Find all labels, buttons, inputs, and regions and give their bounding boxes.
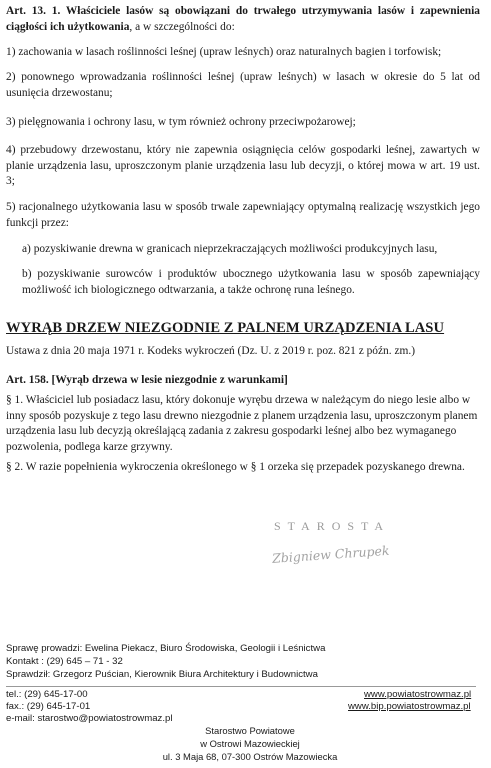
link-bip[interactable]: www.bip.powiatostrowmaz.pl: [348, 701, 471, 712]
act-reference: Ustawa z dnia 20 maja 1971 r. Kodeks wykroczeń (Dz. U. z 2019 r. poz. 821 z późn. zm.): [6, 345, 415, 357]
art158-paragraph-2: § 2. W razie popełnienia wykroczenia określonego w § 1 orzeka się przepadek pozyskanego drewna.: [6, 461, 465, 473]
art13-subitem-a: a) pozyskiwanie drewna w granicach nieprzekraczających możliwości produkcyjnych lasu,: [22, 243, 438, 255]
office-name: Starostwo Powiatowe: [205, 725, 295, 736]
starosta-stamp: STAROSTA: [274, 519, 391, 533]
art13-intro-bold: Art. 13. 1. Właściciele lasów są obowiązani do trwałego utrzymywania lasów i zapewnienia ciągłości ich użytkowania: [6, 5, 480, 33]
link-website[interactable]: www.powiatostrowmaz.pl: [364, 689, 472, 700]
office-address: ul. 3 Maja 68, 07-300 Ostrów Mazowiecka: [162, 751, 338, 762]
contact-phone: Kontakt : (29) 645 – 71 - 32: [6, 656, 123, 667]
art13-item-5: 5) racjonalnego użytkowania lasu w sposób trwale zapewniający optymalną realizację wszystkich jego funkcji przez:: [6, 201, 480, 229]
footer-tel: tel.: (29) 645-17-00: [6, 689, 88, 700]
footer-email: e-mail: starostwo@powiatostrowmaz.pl: [6, 713, 173, 724]
footer-fax: fax.: (29) 645-17-01: [6, 701, 91, 712]
office-city: w Ostrowi Mazowieckiej: [200, 738, 300, 749]
prepared-by: Sprawę prowadzi: Ewelina Piekacz, Biuro Środowiska, Geologii i Leśnictwa: [6, 643, 326, 654]
art13-item-2: 2) ponownego wprowadzania roślinności leśnej (upraw leśnych) w lasach w okresie do 5 lat od usunięcia drzewostanu;: [6, 71, 480, 99]
art158-paragraph-1: § 1. Właściciel lub posiadacz lasu, który dokonuje wyrębu drzewa w należącym do niego lesie albo w inny sposób pozyskuje z tego lasu drewno niezgodnie z planem urządzenia lasu, uproszczonym planem urządzenia lasu lub decyzją określającą zadania z zakresu gospodarki leśnej albo bez wymaganego pozwolenia, podlega karze grzywny.: [6, 394, 478, 453]
art13-item-1: 1) zachowania w lasach roślinności leśnej (upraw leśnych) oraz naturalnych bagien i torfowisk;: [6, 46, 442, 58]
art13-intro-rest: , a w szczególności do:: [129, 20, 235, 33]
art13-item-4: 4) przebudowy drzewostanu, który nie zapewnia osiągnięcia celów gospodarki leśnej, zawartych w planie urządzenia lasu, uproszczonym planie urządzenia lasu lub decyzji, o której mowa w art. 19 ust. 3;: [6, 144, 480, 187]
footer-divider: [6, 686, 476, 687]
handwritten-signature: Zbigniew Chrupek: [271, 542, 390, 566]
checked-by: Sprawdził: Grzegorz Puścian, Kierownik Biura Architektury i Budownictwa: [6, 669, 318, 680]
art13-subitem-b: b) pozyskiwanie surowców i produktów ubocznego użytkowania lasu w sposób zapewniający możliwość ich biologicznego odtwarzania, a także ochronę runa leśnego.: [22, 268, 480, 296]
art13-intro: [6, 4, 480, 35]
art158-title: Art. 158. [Wyrąb drzewa w lesie niezgodnie z warunkami]: [6, 374, 288, 386]
section-heading: WYRĄB DRZEW NIEZGODNIE Z PALNEM URZĄDZENIA LASU: [6, 320, 445, 336]
art13-item-3: 3) pielęgnowania i ochrony lasu, w tym również ochrony przeciwpożarowej;: [6, 116, 356, 128]
